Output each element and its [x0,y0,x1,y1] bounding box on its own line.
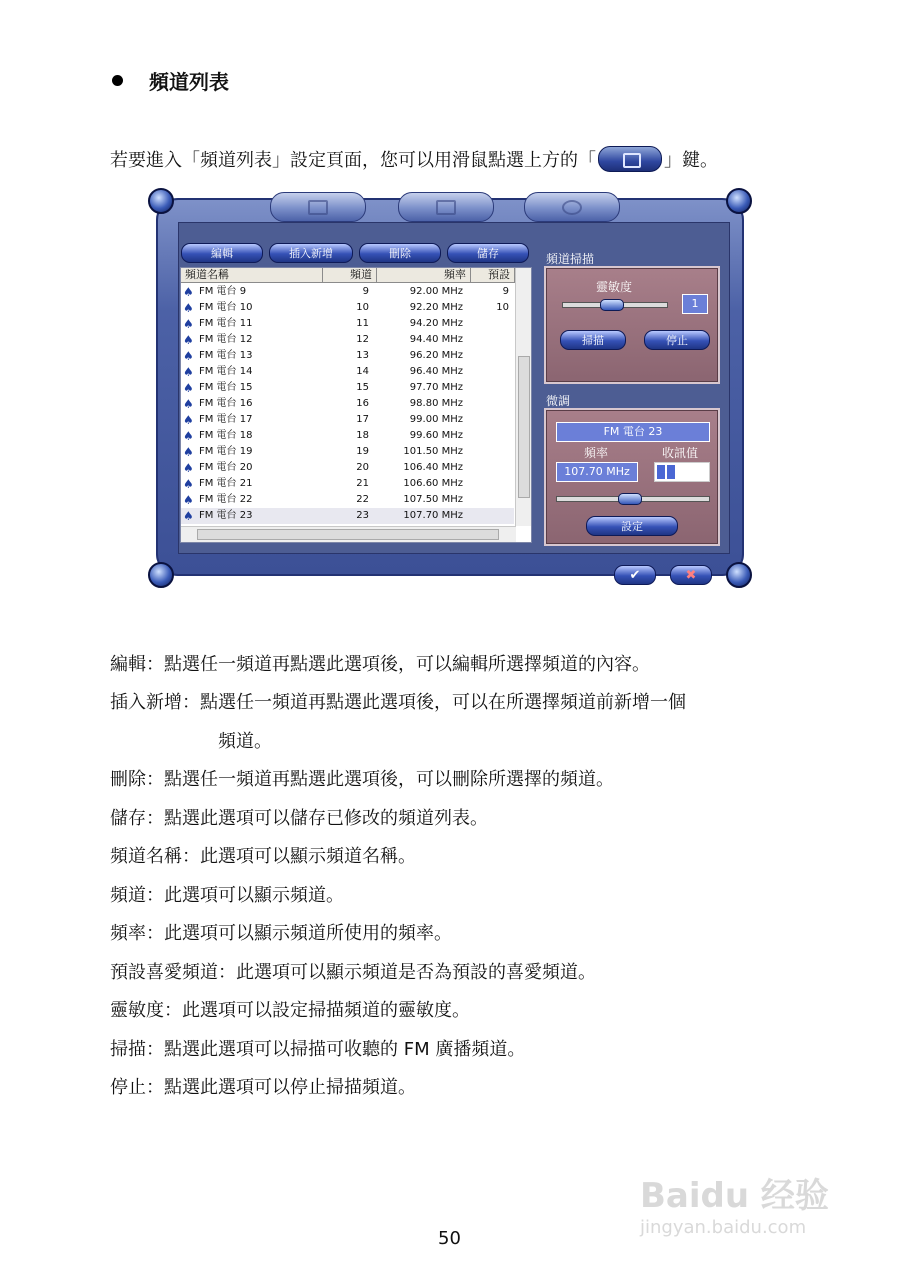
table-row[interactable] [181,284,514,300]
column-header-preset[interactable]: 預設 [471,268,515,283]
table-row[interactable] [181,364,514,380]
table-row[interactable] [181,508,514,524]
corner-knob-icon [148,562,174,588]
corner-knob-icon [726,188,752,214]
station-icon: ♠ [183,317,194,331]
table-row[interactable] [181,476,514,492]
cell-name: FM 電台 19 [199,446,253,457]
close-icon: ✖ [685,567,697,583]
desc-sensitivity: 靈敏度：此選項可以設定掃描頻道的靈敏度。 [110,1000,470,1021]
cell-channel: 11 [356,318,369,329]
desc-freq: 頻率：此選項可以顯示頻道所使用的頻率。 [110,923,452,944]
film-icon [308,200,328,215]
cell-name: FM 電台 20 [199,462,253,473]
station-icon: ♠ [183,413,194,427]
intro-paragraph: 若要進入「頻道列表」設定頁面，您可以用滑鼠點選上方的「 」鍵。 [110,146,718,172]
cancel-button[interactable] [670,565,712,585]
scan-panel [544,266,720,384]
sensitivity-value[interactable]: 1 [682,294,708,314]
save-button[interactable]: 儲存 [447,243,529,263]
desc-stop: 停止：點選此選項可以停止掃描頻道。 [110,1077,416,1098]
column-header-freq[interactable]: 頻率 [377,268,471,283]
fine-tune-thumb[interactable] [618,493,642,505]
sensitivity-thumb[interactable] [600,299,624,311]
cell-freq: 106.60 MHz [403,478,463,489]
cell-channel: 14 [356,366,369,377]
section-heading: 頻道列表 [112,66,229,95]
cell-freq: 96.40 MHz [409,366,463,377]
cell-channel: 15 [356,382,369,393]
cell-channel: 17 [356,414,369,425]
desc-insert-cont: 頻道。 [218,731,272,752]
cell-channel: 10 [356,302,369,313]
desc-channel: 頻道：此選項可以顯示頻道。 [110,885,344,906]
channel-list-key-icon [598,146,662,172]
tab-channel-list[interactable] [398,192,494,222]
cell-name: FM 電台 23 [199,510,253,521]
cell-channel: 9 [362,286,369,297]
desc-edit: 編輯：點選任一頻道再點選此選項後，可以編輯所選擇頻道的內容。 [110,654,650,675]
table-row[interactable] [181,412,514,428]
station-icon: ♠ [183,429,194,443]
freq-field[interactable]: 107.70 MHz [556,462,638,482]
cell-channel: 23 [356,510,369,521]
table-row[interactable] [181,380,514,396]
cell-preset: 9 [502,286,509,297]
station-icon: ♠ [183,381,194,395]
fine-tune-title: 微調 [546,394,571,408]
station-name-field[interactable]: FM 電台 23 [556,422,710,442]
scroll-thumb[interactable] [518,356,530,498]
cell-freq: 92.20 MHz [409,302,463,313]
station-icon: ♠ [183,365,194,379]
gear-icon [562,200,582,215]
table-row[interactable] [181,492,514,508]
cell-name: FM 電台 11 [199,318,253,329]
station-icon: ♠ [183,461,194,475]
cell-channel: 18 [356,430,369,441]
cell-channel: 13 [356,350,369,361]
desc-insert: 插入新增：點選任一頻道再點選此選項後，可以在所選擇頻道前新增一個 [110,692,686,713]
cell-freq: 107.70 MHz [403,510,463,521]
cell-freq: 106.40 MHz [403,462,463,473]
delete-button[interactable]: 刪除 [359,243,441,263]
cell-name: FM 電台 13 [199,350,253,361]
cell-channel: 22 [356,494,369,505]
column-header-name[interactable]: 頻道名稱 [181,268,323,283]
station-icon: ♠ [183,285,194,299]
station-icon: ♠ [183,477,194,491]
list-icon [436,200,456,215]
cell-channel: 16 [356,398,369,409]
cell-name: FM 電台 21 [199,478,253,489]
table-row[interactable] [181,428,514,444]
station-icon: ♠ [183,397,194,411]
tab-settings[interactable] [524,192,620,222]
cell-channel: 19 [356,446,369,457]
table-row[interactable] [181,444,514,460]
horizontal-scrollbar[interactable] [181,526,516,542]
cell-channel: 21 [356,478,369,489]
table-row[interactable] [181,396,514,412]
station-icon: ♠ [183,333,194,347]
cell-name: FM 電台 14 [199,366,253,377]
tab-player[interactable] [270,192,366,222]
cell-name: FM 電台 9 [199,286,247,297]
sensitivity-label: 靈敏度 [596,280,633,294]
desc-scan: 掃描：點選此選項可以掃描可收聽的 FM 廣播頻道。 [110,1039,526,1060]
table-row[interactable] [181,460,514,476]
corner-knob-icon [148,188,174,214]
table-row[interactable] [181,316,514,332]
fine-tune-panel [544,408,720,546]
cell-name: FM 電台 18 [199,430,253,441]
signal-meter [654,462,710,482]
table-row[interactable] [181,300,514,316]
desc-delete: 刪除：點選任一頻道再點選此選項後，可以刪除所選擇的頻道。 [110,769,614,790]
cell-name: FM 電台 22 [199,494,253,505]
desc-save: 儲存：點選此選項可以儲存已修改的頻道列表。 [110,808,488,829]
ok-button[interactable] [614,565,656,585]
cell-freq: 101.50 MHz [403,446,463,457]
vertical-scrollbar[interactable] [515,268,531,526]
watermark-url: jingyan.baidu.com [640,1217,807,1238]
cell-name: FM 電台 17 [199,414,253,425]
table-row[interactable] [181,332,514,348]
channel-table [180,267,532,543]
cell-freq: 96.20 MHz [409,350,463,361]
cell-freq: 98.80 MHz [409,398,463,409]
check-icon: ✔ [629,567,641,583]
stop-button[interactable]: 停止 [644,330,710,350]
station-icon: ♠ [183,509,194,523]
cell-freq: 94.40 MHz [409,334,463,345]
cell-freq: 107.50 MHz [403,494,463,505]
cell-preset: 10 [496,302,509,313]
watermark-brand: Baidu 经验 [640,1176,829,1216]
column-header-channel[interactable]: 頻道 [323,268,377,283]
station-icon: ♠ [183,445,194,459]
desc-preset: 預設喜愛頻道：此選項可以顯示頻道是否為預設的喜愛頻道。 [110,962,596,983]
cell-freq: 99.60 MHz [409,430,463,441]
channel-list-dialog [148,188,752,588]
cell-freq: 94.20 MHz [409,318,463,329]
cell-name: FM 電台 12 [199,334,253,345]
cell-channel: 20 [356,462,369,473]
insert-button[interactable]: 插入新增 [269,243,353,263]
station-icon: ♠ [183,493,194,507]
freq-label: 頻率 [584,446,609,460]
corner-knob-icon [726,562,752,588]
edit-button[interactable]: 編輯 [181,243,263,263]
hscroll-thumb[interactable] [197,529,499,540]
bullet-icon [112,75,123,86]
cell-freq: 97.70 MHz [409,382,463,393]
watermark [640,1168,829,1238]
station-icon: ♠ [183,349,194,363]
cell-name: FM 電台 10 [199,302,253,313]
cell-channel: 12 [356,334,369,345]
signal-label: 收訊值 [662,446,699,460]
scan-button[interactable]: 掃描 [560,330,626,350]
desc-name: 頻道名稱：此選項可以顯示頻道名稱。 [110,846,416,867]
cell-freq: 92.00 MHz [409,286,463,297]
station-icon: ♠ [183,301,194,315]
page-number: 50 [438,1228,461,1249]
cell-name: FM 電台 15 [199,382,253,393]
scan-title: 頻道掃描 [546,252,595,266]
cell-name: FM 電台 16 [199,398,253,409]
table-row[interactable] [181,348,514,364]
set-button[interactable]: 設定 [586,516,678,536]
cell-freq: 99.00 MHz [409,414,463,425]
